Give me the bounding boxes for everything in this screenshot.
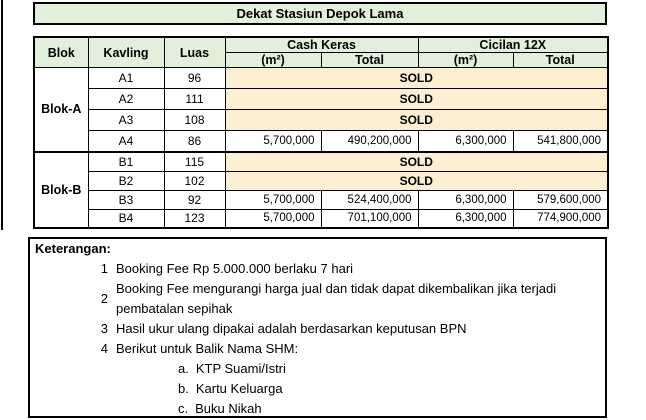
note-subitem-a [30, 359, 605, 379]
note-text: Booking Fee Rp 5.000.000 berlaku 7 hari [116, 261, 354, 276]
cell-cicilan-per-m2: 6,300,000 [418, 131, 513, 152]
note-text: Booking Fee mengurangi harga jual dan tidak dapat dikembalikan jika terjadi pembatalan sepihak [116, 281, 557, 316]
price-table-blok-b [33, 151, 609, 229]
cell-cash-per-m2: 5,700,000 [225, 131, 321, 152]
subitem-text: Kartu Keluarga [195, 381, 283, 396]
subitem-text: KTP Suami/Istri [195, 361, 286, 376]
blok-b-label: Blok-B [34, 152, 88, 228]
cell-luas: 108 [164, 110, 225, 131]
sold-cell: SOLD [225, 89, 608, 110]
subitem-text: Buku Nikah [195, 401, 262, 416]
header-luas: Luas [164, 37, 225, 68]
header-cicilan-per-m2: (m²) [418, 53, 513, 68]
sold-cell: SOLD [225, 68, 608, 89]
cell-kavling: B2 [88, 171, 164, 190]
header-cash-total: Total [321, 53, 418, 68]
note-text: Berikut untuk Balik Nama SHM: [116, 341, 299, 356]
cell-cicilan-per-m2: 6,300,000 [418, 209, 513, 228]
note-item-3 [30, 319, 605, 339]
table-row [34, 171, 608, 190]
note-text: Hasil ukur ulang dipakai adalah berdasarkan keputusan BPN [116, 321, 467, 336]
cell-luas: 86 [164, 131, 225, 152]
cell-cicilan-total: 541,800,000 [513, 131, 608, 152]
header-cash-keras: Cash Keras [225, 37, 418, 53]
sold-cell: SOLD [225, 110, 608, 131]
notes-box [28, 237, 607, 418]
table-row [34, 131, 608, 152]
header-blok: Blok [34, 37, 88, 68]
table-row [34, 110, 608, 131]
sold-cell: SOLD [225, 152, 608, 171]
sold-cell: SOLD [225, 171, 608, 190]
price-table-blok-a [33, 36, 609, 153]
blok-a-label: Blok-A [34, 68, 88, 152]
table-row [34, 152, 608, 171]
cell-cicilan-total: 579,600,000 [513, 190, 608, 209]
cell-luas: 111 [164, 89, 225, 110]
note-subitem-b [30, 379, 605, 399]
subitem-letter: c. [178, 401, 189, 416]
note-number: 2 [100, 291, 108, 306]
note-item-1 [30, 259, 605, 279]
cell-luas: 115 [164, 152, 225, 171]
cell-kavling: A4 [88, 131, 164, 152]
header-cicilan-12x: Cicilan 12X [418, 37, 608, 53]
cell-cash-total: 524,400,000 [321, 190, 418, 209]
table-row [34, 190, 608, 209]
cell-cash-per-m2: 5,700,000 [225, 209, 321, 228]
cell-cicilan-total: 774,900,000 [513, 209, 608, 228]
cell-luas: 123 [164, 209, 225, 228]
cell-cash-total: 701,100,000 [321, 209, 418, 228]
cell-kavling: A2 [88, 89, 164, 110]
note-number: 3 [100, 321, 108, 336]
notes-heading: Keterangan: [35, 241, 111, 256]
note-number: 4 [100, 341, 108, 356]
table-row [34, 89, 608, 110]
cell-luas: 92 [164, 190, 225, 209]
left-crop-border [1, 0, 3, 230]
cell-kavling: B3 [88, 190, 164, 209]
location-title: Dekat Stasiun Depok Lama [33, 2, 607, 25]
subitem-letter: b. [178, 381, 189, 396]
cell-kavling: B4 [88, 209, 164, 228]
cell-luas: 96 [164, 68, 225, 89]
cell-kavling: B1 [88, 152, 164, 171]
cell-kavling: A3 [88, 110, 164, 131]
header-kavling: Kavling [88, 37, 164, 68]
table-row [34, 68, 608, 89]
cell-cash-per-m2: 5,700,000 [225, 190, 321, 209]
cell-cicilan-per-m2: 6,300,000 [418, 190, 513, 209]
note-subitem-c [30, 399, 605, 418]
subitem-letter: a. [178, 361, 189, 376]
header-cicilan-total: Total [513, 53, 608, 68]
note-number: 1 [100, 261, 108, 276]
note-item-4 [30, 339, 605, 359]
header-cash-per-m2: (m²) [225, 53, 321, 68]
cell-luas: 102 [164, 171, 225, 190]
table-row [34, 209, 608, 228]
cell-cash-total: 490,200,000 [321, 131, 418, 152]
cell-kavling: A1 [88, 68, 164, 89]
note-item-2 [30, 279, 605, 319]
